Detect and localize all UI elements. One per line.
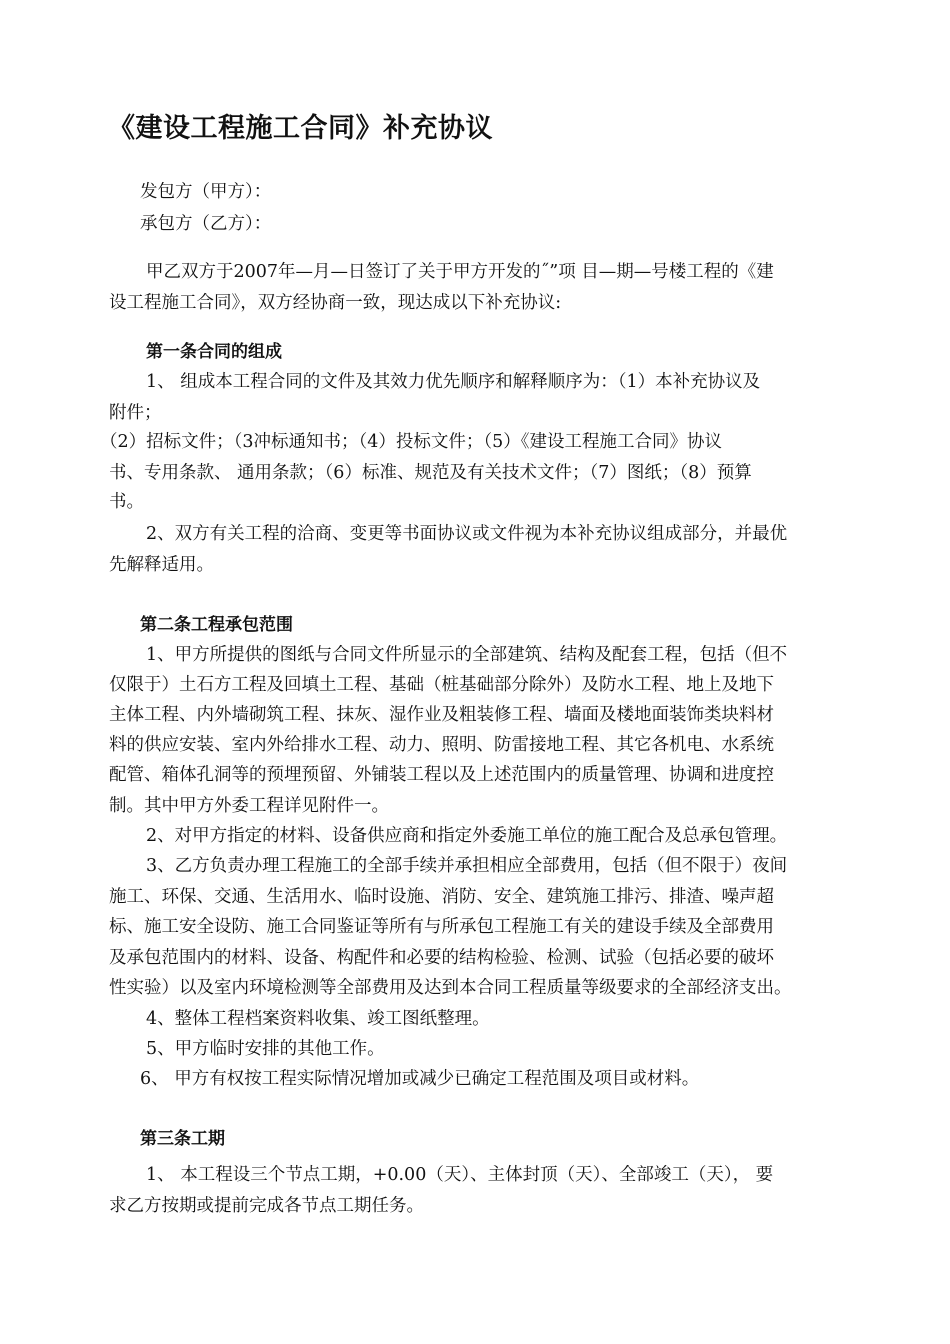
employer-label: 发包方（甲方）： <box>140 182 272 202</box>
article-1-line: 2、双方有关工程的洽商、变更等书面协议或文件视为本补充协议组成部分，并最优 <box>146 524 788 544</box>
article-2-line: 施工、环保、交通、生活用水、临时设施、消防、安全、建筑施工排污、排渣、噪声超 <box>109 887 774 907</box>
intro-line-2: 设工程施工合同》，双方经协商一致，现达成以下补充协议: <box>109 293 562 313</box>
article-3-line: 求乙方按期或提前完成各节点工期任务。 <box>109 1196 424 1216</box>
article-1-line: 书。 <box>109 492 144 512</box>
article-2-line: 2、对甲方指定的材料、设备供应商和指定外委施工单位的施工配合及总承包管理。 <box>146 826 788 846</box>
article-1-heading: 第一条合同的组成 <box>146 342 282 362</box>
article-2-line: 料的供应安装、室内外给排水工程、动力、照明、防雷接地工程、其它各机电、水系统 <box>109 735 774 755</box>
contractor-label: 承包方（乙方）： <box>140 214 272 234</box>
article-2-line: 性实验）以及室内环境检测等全部费用及达到本合同工程质量等级要求的全部经济支出。 <box>109 978 792 998</box>
article-2-line: 及承包范围内的材料、设备、构配件和必要的结构检验、检测、试验（包括必要的破坏 <box>109 948 774 968</box>
intro-line-1: 甲乙双方于2007年—月—日签订了关于甲方开发的˝”项 目—期—号楼工程的《建 <box>146 262 774 282</box>
article-2-line: 6、 甲方有权按工程实际情况增加或减少已确定工程范围及项目或材料。 <box>140 1069 700 1089</box>
article-2-line: 配管、箱体孔洞等的预埋预留、外铺装工程以及上述范围内的质量管理、协调和进度控 <box>109 765 774 785</box>
article-1-line: 书、专用条款、 通用条款；（6）标准、规范及有关技术文件；（7）图纸；（8）预算 <box>109 463 752 483</box>
article-2-line: 标、施工安全设防、施工合同鉴证等所有与所承包工程施工有关的建设手续及全部费用 <box>109 917 774 937</box>
article-3-heading: 第三条工期 <box>140 1129 225 1149</box>
article-2-line: 4、整体工程档案资料收集、竣工图纸整理。 <box>146 1009 490 1029</box>
article-1-line: 附件； <box>109 403 162 423</box>
article-2-line: 1、甲方所提供的图纸与合同文件所显示的全部建筑、结构及配套工程，包括（但不 <box>146 645 788 665</box>
article-1-line: 先解释适用。 <box>109 555 214 575</box>
article-1-line: （2）招标文件；（3冲标通知书；（4）投标文件；（5）《建设工程施工合同》协议 <box>100 432 723 452</box>
article-2-line: 5、甲方临时安排的其他工作。 <box>146 1039 385 1059</box>
article-2-line: 制。其中甲方外委工程详见附件一。 <box>109 796 389 816</box>
article-2-line: 主体工程、内外墙砌筑工程、抹灰、湿作业及粗装修工程、墙面及楼地面装饰类块料材 <box>109 705 774 725</box>
article-1-line: 1、 组成本工程合同的文件及其效力优先顺序和解释顺序为：（1）本补充协议及 <box>146 372 761 392</box>
document-title: 《建设工程施工合同》补充协议 <box>108 113 493 144</box>
article-2-line: 3、乙方负责办理工程施工的全部手续并承担相应全部费用，包括（但不限于）夜间 <box>146 856 788 876</box>
article-3-line: 1、 本工程设三个节点工期，+0.00（天）、主体封顶（天）、全部竣工（天）， 要 <box>146 1165 774 1185</box>
article-2-heading: 第二条工程承包范围 <box>140 615 293 635</box>
article-2-line: 仅限于）土石方工程及回填土工程、基础（桩基础部分除外）及防水工程、地上及地下 <box>109 675 774 695</box>
